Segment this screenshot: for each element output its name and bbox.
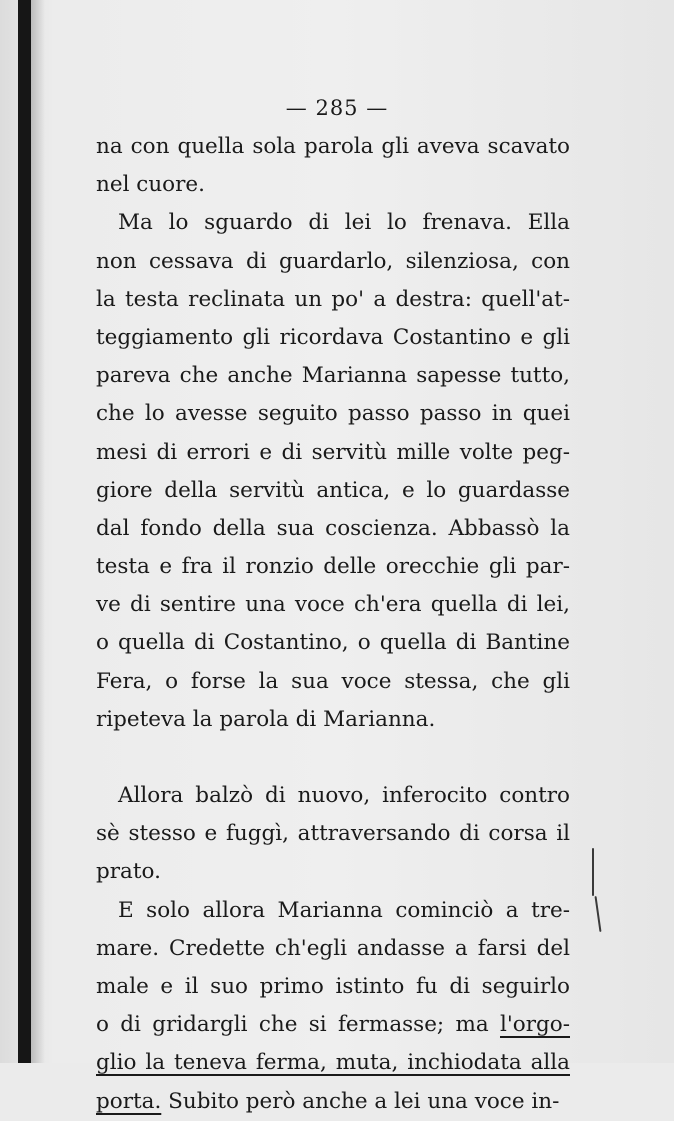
text-line-with-underline <box>96 1083 570 1121</box>
margin-pencil-mark <box>592 848 594 896</box>
underlined-text: l'orgo- <box>500 1012 570 1038</box>
text-line: testa e fra il ronzio delle orecchie gli par- <box>96 554 570 580</box>
text-line: dal fondo della sua coscienza. Abbassò la <box>96 515 570 541</box>
page-number: — 285 — <box>285 96 389 120</box>
text-line: Fera, o forse la sua voce stessa, che gli <box>96 668 570 694</box>
margin-pencil-mark <box>595 896 602 932</box>
text-line: male e il suo primo istinto fu di seguirlo <box>96 973 570 999</box>
section-break <box>96 739 570 777</box>
text-line-with-underline <box>96 1006 570 1044</box>
text-line: mesi di errori e di servitù mille volte peg- <box>96 439 570 465</box>
text-line: mare. Credette ch'egli andasse a farsi del <box>96 935 570 961</box>
text-line: pareva che anche Marianna sapesse tutto, <box>96 363 570 389</box>
text-line: la testa reclinata un po' a destra: quell'at- <box>96 286 570 312</box>
text-line: na con quella sola parola gli aveva scavato <box>96 134 570 159</box>
text-line: prato. <box>96 859 161 885</box>
text-fragment: o di gridargli che si fermasse; ma <box>96 1012 501 1038</box>
text-line: teggiamento gli ricordava Costantino e gli <box>96 324 570 350</box>
text-line: ripeteva la parola di Marianna. <box>96 706 436 732</box>
text-line: o quella di Costantino, o quella di Bantine <box>96 630 570 656</box>
text-line: E solo allora Marianna cominciò a tre- <box>118 897 570 923</box>
underlined-text-line: glio la teneva ferma, muta, inchiodata alla <box>96 1050 570 1076</box>
text-line: sè stesso e fuggì, attraversando di corsa il <box>96 821 570 847</box>
gutter-shadow <box>31 0 45 1063</box>
text-line: Allora balzò di nuovo, inferocito contro <box>118 783 570 808</box>
text-line: Ma lo sguardo di lei lo frenava. Ella <box>118 210 570 236</box>
text-line: nel cuore. <box>96 172 205 198</box>
text-line: ve di sentire una voce ch'era quella di lei, <box>96 592 570 618</box>
book-spine <box>18 0 31 1063</box>
text-line: che lo avesse seguito passo passo in quei <box>96 401 570 427</box>
text-line: non cessava di guardarlo, silenziosa, con <box>96 248 570 274</box>
body-text <box>96 128 570 1121</box>
text-fragment: Subito però anche a lei una voce in- <box>161 1088 560 1114</box>
text-line: giore della servitù antica, e lo guardasse <box>96 477 570 503</box>
underlined-text: porta. <box>96 1088 162 1114</box>
